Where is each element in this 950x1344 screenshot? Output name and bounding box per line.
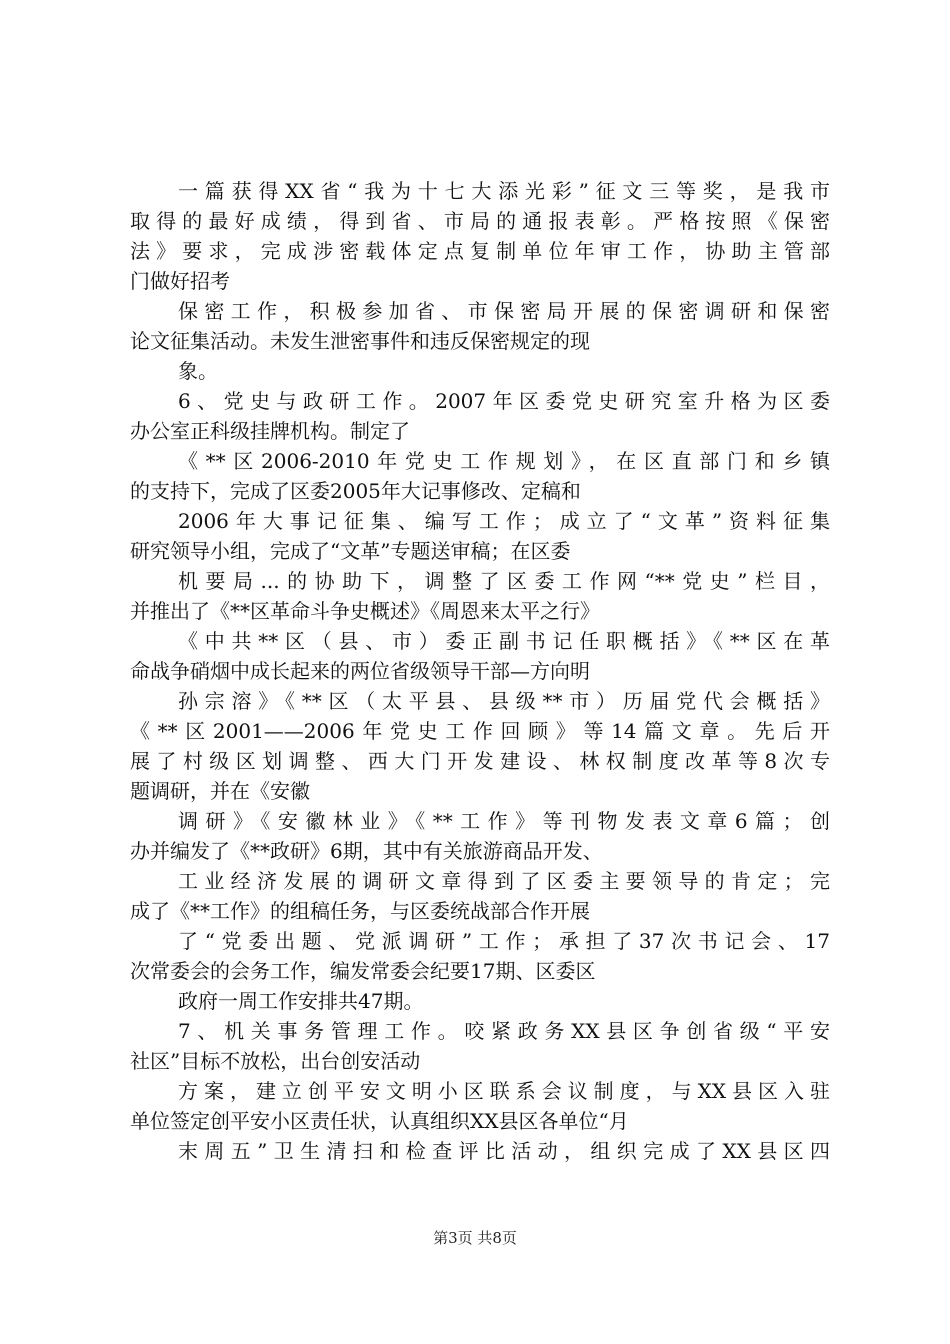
text-line: 法》要求，完成涉密载体定点复制单位年审工作，协助主管部 bbox=[130, 239, 830, 263]
text-line: 7、机关事务管理工作。咬紧政务XX县区争创省级“平安 bbox=[178, 1019, 830, 1043]
text-line: 研究领导小组，完成了“文革”专题送审稿；在区委 bbox=[130, 539, 571, 563]
text-line: 象。 bbox=[178, 359, 218, 383]
text-line: 2006年大事记征集、编写工作；成立了“文革”资料征集 bbox=[178, 509, 830, 533]
text-line: 的支持下，完成了区委2005年大记事修改、定稿和 bbox=[130, 479, 581, 503]
text-line: 一篇获得XX省“我为十七大添光彩”征文三等奖，是我市 bbox=[178, 179, 830, 203]
text-line: 办并编发了《**政研》6期，其中有关旅游商品开发、 bbox=[130, 839, 603, 863]
text-line: 社区”目标不放松，出台创安活动 bbox=[130, 1049, 421, 1073]
text-line: 方案，建立创平安文明小区联系会议制度，与XX县区入驻 bbox=[178, 1079, 830, 1103]
text-line: 单位签定创平安小区责任状，认真组织XX县区各单位“月 bbox=[130, 1109, 629, 1133]
text-line: 成了《**工作》的组稿任务，与区委统战部合作开展 bbox=[130, 899, 590, 923]
text-line: 展了村级区划调整、西大门开发建设、林权制度改革等8次专 bbox=[130, 749, 830, 773]
text-line: 题调研，并在《安徽 bbox=[130, 779, 310, 803]
text-line: 工业经济发展的调研文章得到了区委主要领导的肯定；完 bbox=[178, 869, 830, 893]
text-line: 末周五”卫生清扫和检查评比活动，组织完成了XX县区四 bbox=[178, 1139, 830, 1163]
text-line: 6、党史与政研工作。2007年区委党史研究室升格为区委 bbox=[178, 389, 830, 413]
text-line: 办公室正科级挂牌机构。制定了 bbox=[130, 419, 410, 443]
text-line: 并推出了《**区革命斗争史概述》《周恩来太平之行》 bbox=[130, 599, 600, 623]
text-line: 命战争硝烟中成长起来的两位省级领导干部—方向明 bbox=[130, 659, 590, 683]
text-line: 《中共**区（县、市）委正副书记任职概括》《**区在革 bbox=[178, 629, 830, 653]
text-line: 保密工作，积极参加省、市保密局开展的保密调研和保密 bbox=[178, 299, 830, 323]
text-line: 了“党委出题、党派调研”工作；承担了37次书记会、17 bbox=[178, 929, 830, 953]
page-number-footer: 第3页 共8页 bbox=[433, 1229, 517, 1247]
text-line: 机要局...的协助下，调整了区委工作网“**党史”栏目， bbox=[178, 569, 830, 593]
text-line: 《**区2006-2010年党史工作规划》，在区直部门和乡镇 bbox=[178, 449, 830, 473]
text-line: 论文征集活动。未发生泄密事件和违反保密规定的现 bbox=[130, 329, 590, 353]
text-line: 政府一周工作安排共47期。 bbox=[178, 989, 424, 1013]
text-line: 《**区2001——2006年党史工作回顾》等14篇文章。先后开 bbox=[130, 719, 830, 743]
text-line: 孙宗溶》《**区（太平县、县级**市）历届党代会概括》 bbox=[178, 689, 830, 713]
text-line: 调研》《安徽林业》《**工作》等刊物发表文章6篇；创 bbox=[178, 809, 830, 833]
text-line: 门做好招考 bbox=[130, 269, 230, 293]
text-line: 取得的最好成绩，得到省、市局的通报表彰。严格按照《保密 bbox=[130, 209, 830, 233]
text-line: 次常委会的会务工作，编发常委会纪要17期、区委区 bbox=[130, 959, 596, 983]
